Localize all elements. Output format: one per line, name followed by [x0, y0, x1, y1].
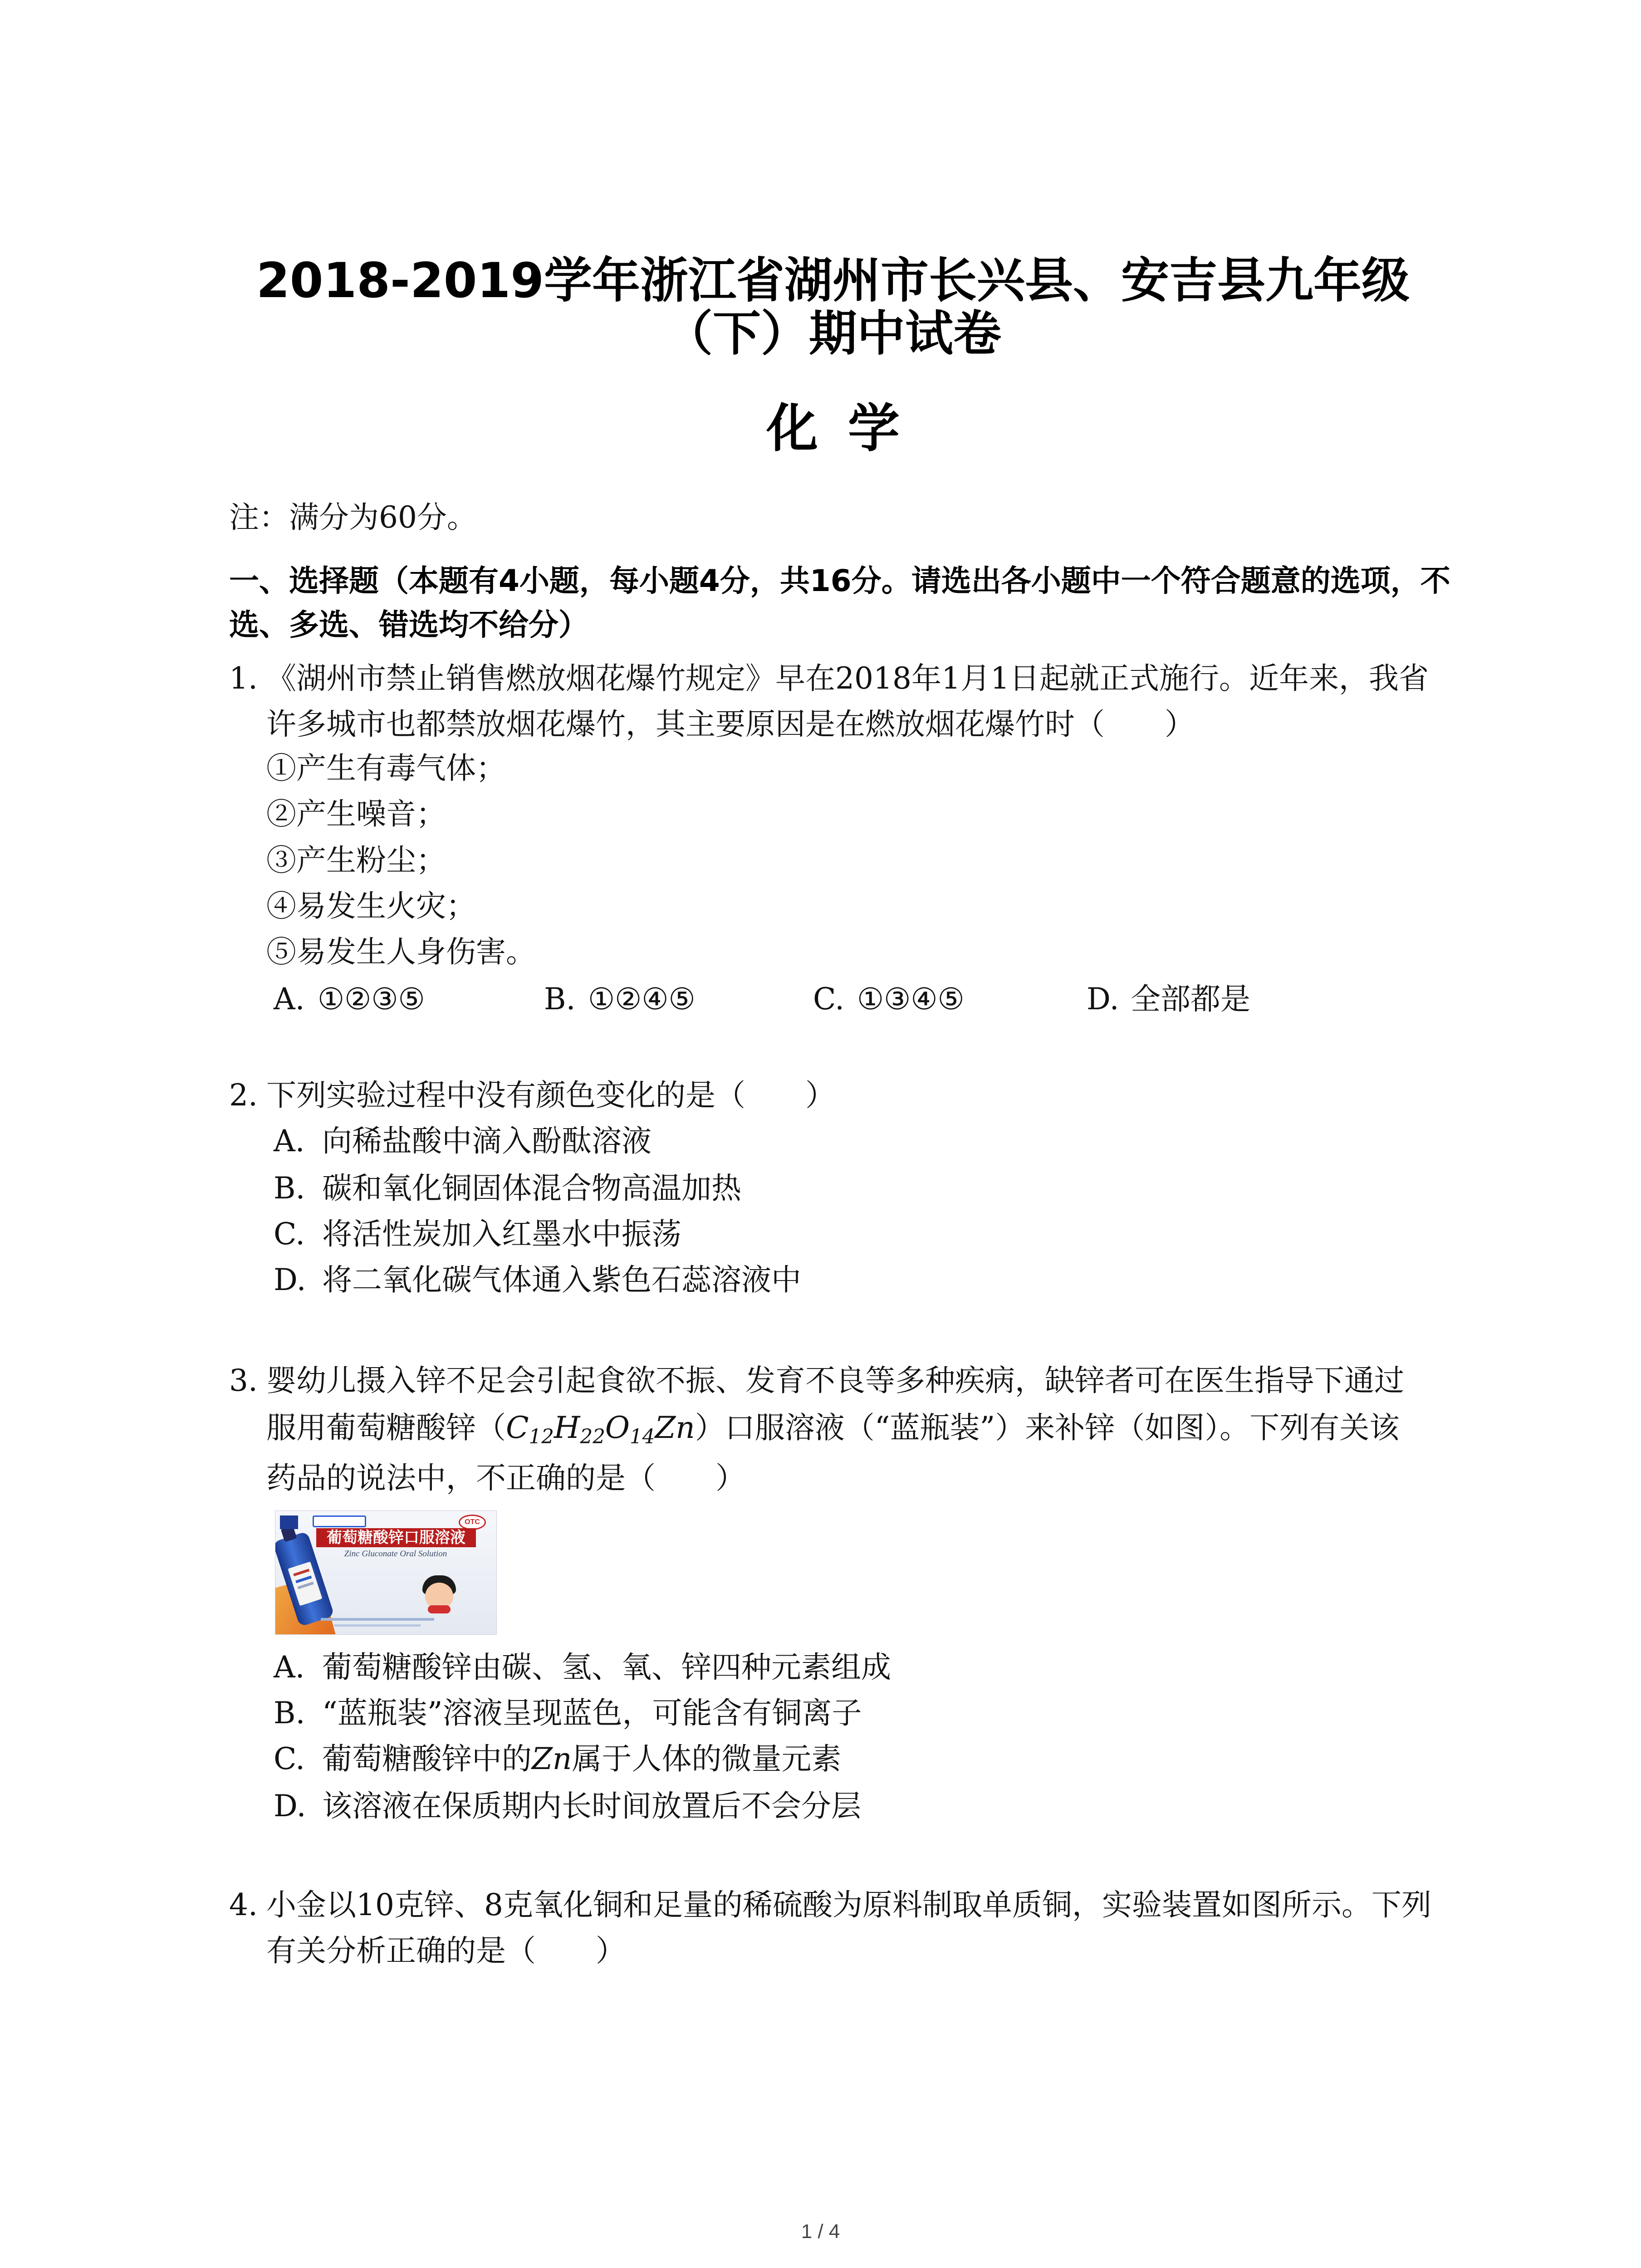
option-label: A.: [274, 982, 305, 1017]
formula-element: Zn: [655, 1410, 695, 1445]
option-a: [274, 981, 425, 1017]
stem-text: 服用葡萄糖酸锌（: [266, 1410, 506, 1445]
page-number: 1 / 4: [801, 2220, 840, 2243]
subject-title: 化 学: [766, 398, 900, 459]
option-b: [544, 981, 696, 1017]
option-text: “蓝瓶装”溶液呈现蓝色，可能含有铜离子: [322, 1696, 862, 1730]
reason-item: ①产生有毒气体；: [266, 751, 506, 786]
option-label: A.: [274, 1650, 305, 1685]
stem-text: ）口服溶液（“蓝瓶装”）来补锌（如图）。下列有关该: [695, 1410, 1400, 1445]
reason-item: ⑤易发生人身伤害。: [266, 934, 536, 969]
option-text: 将活性炭加入红墨水中振荡: [322, 1217, 681, 1251]
option-b: [274, 1170, 741, 1207]
option-a: [274, 1649, 891, 1686]
question-stem-line: 药品的说法中，不正确的是（ ）: [266, 1461, 745, 1496]
option-label: D.: [274, 1262, 306, 1297]
product-title: 葡萄糖酸锌口服溶液: [316, 1528, 476, 1547]
reason-item: ③产生粉尘；: [266, 843, 446, 878]
question-number: 4.: [229, 1887, 258, 1922]
question-number: 3.: [229, 1363, 258, 1398]
option-text: ①②③⑤: [318, 982, 425, 1017]
option-text: 属于人体的微量元素: [572, 1741, 842, 1776]
option-label: C.: [813, 982, 845, 1017]
option-d: [274, 1262, 801, 1298]
section-heading-line-1: 一、选择题（本题有4小题，每小题4分，共16分。请选出各小题中一个符合题意的选项，不: [229, 563, 1450, 598]
option-text: 向稀盐酸中滴入酚酞溶液: [322, 1124, 652, 1158]
option-text: ①③④⑤: [857, 982, 965, 1017]
option-c: [813, 981, 965, 1017]
question-stem-line: 有关分析正确的是（ ）: [266, 1933, 626, 1968]
element-symbol: Zn: [532, 1741, 572, 1776]
score-note: 注：满分为60分。: [229, 500, 477, 535]
option-label: A.: [274, 1124, 305, 1158]
brand-tag: [313, 1515, 366, 1527]
formula-element: C: [506, 1410, 529, 1445]
formula-subscript: 14: [630, 1426, 655, 1449]
option-label: D.: [1087, 982, 1119, 1017]
question-stem-line: 婴幼儿摄入锌不足会引起食欲不振、发育不良等多种疾病，缺锌者可在医生指导下通过: [266, 1363, 1404, 1398]
exam-title-line-2: （下）期中试卷: [665, 306, 1001, 362]
option-d: [274, 1788, 861, 1824]
option-d: [1087, 981, 1250, 1017]
option-c: [274, 1216, 681, 1252]
formula-subscript: 22: [580, 1426, 605, 1449]
child-scarf: [428, 1605, 451, 1613]
medicine-box-image: [275, 1510, 497, 1635]
option-label: B.: [274, 1696, 305, 1730]
manufacturer-text-band: [321, 1618, 434, 1621]
formula-element: O: [605, 1410, 630, 1445]
brand-logo: [280, 1515, 298, 1529]
option-label: C.: [274, 1741, 305, 1776]
question-stem-line: 《湖州市禁止销售燃放烟花爆竹规定》早在2018年1月1日起就正式施行。近年来，我省: [266, 661, 1429, 696]
option-text: 全部都是: [1131, 982, 1250, 1017]
product-subtitle: Zinc Gluconate Oral Solution: [344, 1549, 447, 1559]
option-a: [274, 1123, 652, 1159]
formula-element: H: [554, 1410, 580, 1445]
option-text: ①②④⑤: [588, 982, 696, 1017]
question-stem-line: [266, 1410, 1400, 1449]
option-label: D.: [274, 1789, 306, 1823]
formula-subscript: 12: [529, 1426, 554, 1449]
exam-title-line-1: 2018-2019学年浙江省湖州市长兴县、安吉县九年级: [256, 253, 1410, 308]
question-number: 2.: [229, 1078, 258, 1113]
option-text: 该溶液在保质期内长时间放置后不会分层: [322, 1789, 861, 1823]
option-c: [274, 1741, 841, 1777]
option-text: 将二氧化碳气体通入紫色石蕊溶液中: [322, 1262, 801, 1297]
otc-badge: OTC: [459, 1515, 486, 1530]
section-heading-line-2: 选、多选、错选均不给分）: [229, 607, 588, 642]
option-b: [274, 1695, 862, 1731]
question-stem-line: 小金以10克锌、8克氧化铜和足量的稀硫酸为原料制取单质铜，实验装置如图所示。下列: [266, 1887, 1431, 1922]
option-text: 葡萄糖酸锌中的: [322, 1741, 532, 1776]
chemical-formula: [506, 1410, 695, 1449]
option-text: 碳和氧化铜固体混合物高温加热: [322, 1171, 741, 1206]
bottle-label: [288, 1562, 322, 1606]
reason-item: ④易发生火灾；: [266, 889, 476, 924]
child-face-graphic: [420, 1573, 459, 1614]
option-label: C.: [274, 1217, 305, 1251]
option-label: B.: [544, 982, 576, 1017]
manufacturer-text-band: [334, 1624, 421, 1627]
option-label: B.: [274, 1171, 305, 1206]
question-stem-line: 许多城市也都禁放烟花爆竹，其主要原因是在燃放烟花爆竹时（ ）: [266, 707, 1195, 742]
question-stem-line: 下列实验过程中没有颜色变化的是（ ）: [266, 1078, 835, 1113]
option-text: 葡萄糖酸锌由碳、氢、氧、锌四种元素组成: [322, 1650, 891, 1685]
question-number: 1.: [229, 661, 258, 696]
reason-item: ②产生噪音；: [266, 797, 446, 831]
